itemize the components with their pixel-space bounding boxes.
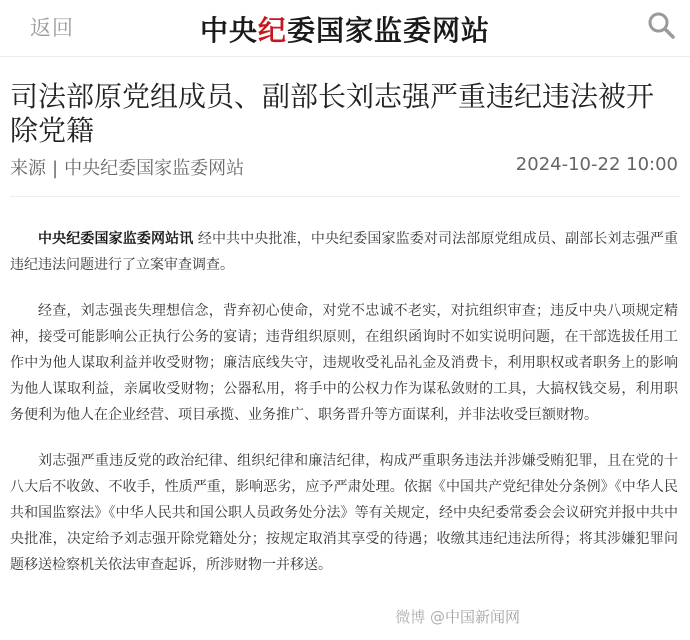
- source-label: 来源: [10, 158, 46, 179]
- back-button[interactable]: 返回: [30, 16, 74, 40]
- article-title: 司法部原党组成员、副部长刘志强严重违纪违法被开除党籍: [10, 80, 655, 147]
- watermark: [395, 606, 520, 627]
- top-navigation-bar: [0, 0, 690, 57]
- publish-date: 2024-10-22 10:00: [515, 154, 678, 175]
- search-icon: [646, 10, 676, 40]
- article-paragraph: [10, 298, 678, 428]
- site-title: [0, 9, 690, 49]
- watermark-brand: 中国新闻网: [444, 608, 520, 626]
- site-title-accent: 纪: [257, 14, 287, 47]
- article-source: [10, 154, 244, 180]
- article-paragraph: [10, 226, 678, 278]
- meta-divider: [10, 196, 680, 197]
- paragraph-text: 经查，刘志强丧失理想信念，背弃初心使命，对党不忠诚不老实，对抗组织审查；违反中央八项规定精神，接受可能影响公正执行公务的宴请；违背组织原则，在组织函询时不如实说明问题，在干部选拔任用工作中为他人谋取利益并收受财物；廉洁底线失守，违规收受礼品礼金及消费卡，利用职权或者职务上的影响为他人谋取利益，亲属收受财物；公器私用，将手中的公权力作为谋私敛财的工具，大搞权钱交易，利用职务便利为他人在企业经营、项目承揽、业务推广、职务晋升等方面谋利，并非法收受巨额财物。: [10, 303, 678, 423]
- watermark-prefix: 微博 @: [395, 608, 445, 626]
- article-paragraph: [10, 448, 678, 578]
- site-title-part2: 委国家监委网站: [287, 14, 491, 47]
- article-body: [10, 226, 678, 598]
- source-separator: |: [52, 158, 59, 179]
- source-name: 中央纪委国家监委网站: [64, 158, 245, 179]
- search-button[interactable]: [646, 10, 676, 40]
- paragraph-text: 刘志强严重违反党的政治纪律、组织纪律和廉洁纪律，构成严重职务违法并涉嫌受贿犯罪，且在党的十八大后不收敛、不收手，性质严重，影响恶劣，应予严肃处理。依据《中国共产党纪律处分条例》《中华人民共和国监察法》《中华人民共和国公职人员政务处分法》等有关规定，经中央纪委常委会会议研究并报中共中央批准，决定给予刘志强开除党籍处分；按规定取消其享受的待遇；收缴其违纪违法所得；将其涉嫌犯罪问题移送检察机关依法审查起诉，所涉财物一并移送。: [10, 453, 678, 573]
- article-meta: [10, 154, 678, 180]
- paragraph-text: 经中共中央批准，中央纪委国家监委对司法部原党组成员、副部长刘志强严重违纪违法问题进行了立案审查调查。: [10, 231, 678, 273]
- paragraph-lead: 中央纪委国家监委网站讯: [38, 231, 194, 247]
- site-title-part1: 中央: [199, 14, 258, 47]
